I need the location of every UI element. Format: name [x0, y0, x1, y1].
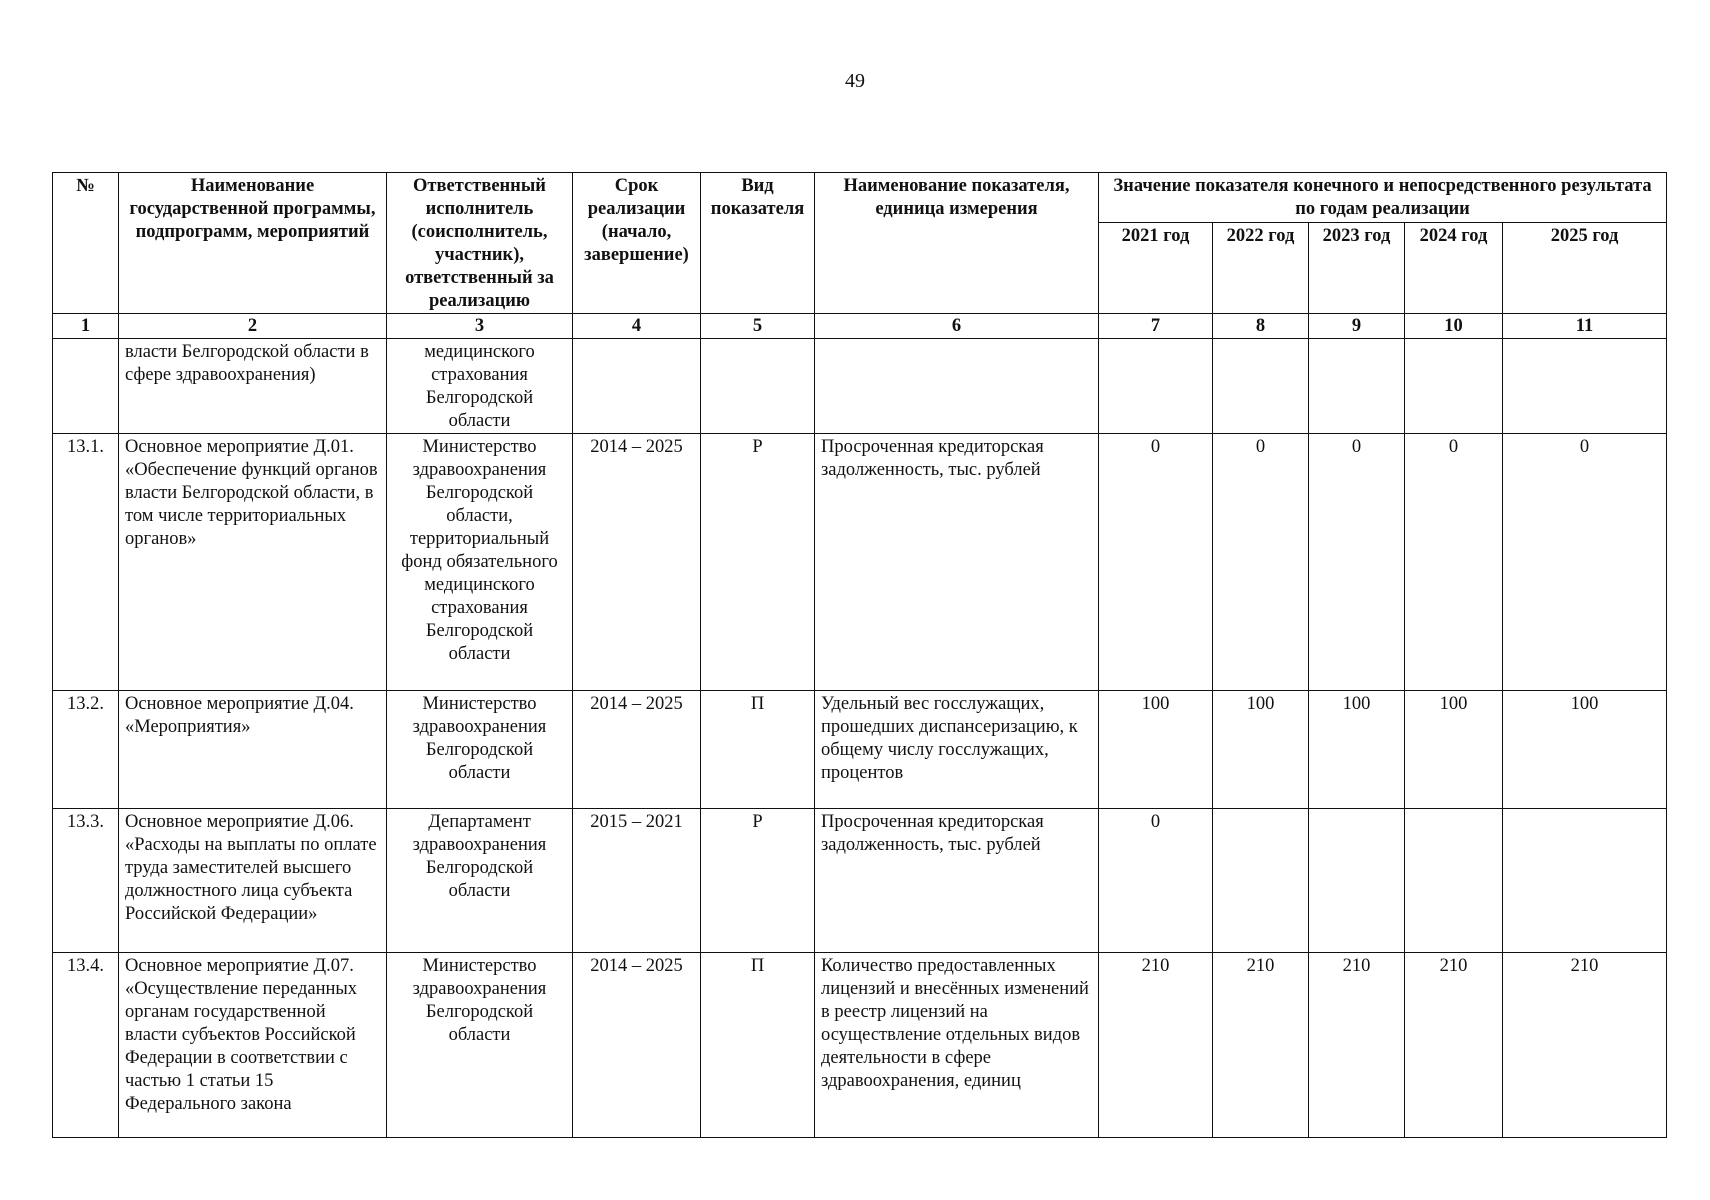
- cell-value-2022: 0: [1213, 434, 1309, 691]
- cell-value-2023: [1309, 809, 1405, 953]
- column-number: 11: [1503, 314, 1667, 339]
- cell-value-2024: [1405, 339, 1503, 434]
- cell-no: 13.1.: [53, 434, 119, 691]
- cell-name: власти Белгородской области в сфере здравоохранения): [119, 339, 387, 434]
- page-number: 49: [845, 70, 865, 92]
- cell-no: 13.2.: [53, 691, 119, 809]
- cell-value-2023: 0: [1309, 434, 1405, 691]
- cell-name: Основное мероприятие Д.06. «Расходы на выплаты по оплате труда заместителей высшего должностного лица субъекта Российской Федерации»: [119, 809, 387, 953]
- cell-name: Основное мероприятие Д.01. «Обеспечение функций органов власти Белгородской области, в том числе территориальных органов»: [119, 434, 387, 691]
- column-number: 4: [573, 314, 701, 339]
- header-year-2022: 2022 год: [1213, 223, 1309, 314]
- column-number: 3: [387, 314, 573, 339]
- cell-value-2022: [1213, 339, 1309, 434]
- column-number: 5: [701, 314, 815, 339]
- header-kind: Вид показателя: [701, 173, 815, 314]
- table-row: [53, 434, 1667, 691]
- cell-term: 2014 – 2025: [573, 434, 701, 691]
- cell-indicator: Удельный вес госслужащих, прошедших диспансеризацию, к общему числу госслужащих, процентов: [815, 691, 1099, 809]
- column-number: 1: [53, 314, 119, 339]
- cell-value-2024: [1405, 809, 1503, 953]
- cell-term: 2015 – 2021: [573, 809, 701, 953]
- cell-value-2024: 210: [1405, 953, 1503, 1138]
- cell-kind: П: [701, 953, 815, 1138]
- program-indicators-table: [52, 172, 1667, 1138]
- table-row: [53, 953, 1667, 1138]
- cell-value-2023: [1309, 339, 1405, 434]
- cell-value-2025: 100: [1503, 691, 1667, 809]
- column-number: 2: [119, 314, 387, 339]
- table-row: [53, 809, 1667, 953]
- column-number: 10: [1405, 314, 1503, 339]
- cell-kind: Р: [701, 434, 815, 691]
- cell-executor: Министерство здравоохранения Белгородской области, территориальный фонд обязательного медицинского страхования Белгородской области: [387, 434, 573, 691]
- cell-no: [53, 339, 119, 434]
- cell-value-2022: [1213, 809, 1309, 953]
- column-number: 9: [1309, 314, 1405, 339]
- cell-value-2023: 210: [1309, 953, 1405, 1138]
- cell-value-2021: 0: [1099, 434, 1213, 691]
- table-row: [53, 691, 1667, 809]
- column-number: 7: [1099, 314, 1213, 339]
- header-year-2024: 2024 год: [1405, 223, 1503, 314]
- cell-executor: медицинского страхования Белгородской области: [387, 339, 573, 434]
- cell-indicator: Количество предоставленных лицензий и внесённых изменений в реестр лицензий на осуществление отдельных видов деятельности в сфере здравоохранения, единиц: [815, 953, 1099, 1138]
- cell-value-2023: 100: [1309, 691, 1405, 809]
- header-no: №: [53, 173, 119, 314]
- cell-indicator: [815, 339, 1099, 434]
- cell-value-2022: 210: [1213, 953, 1309, 1138]
- cell-kind: П: [701, 691, 815, 809]
- cell-value-2021: 0: [1099, 809, 1213, 953]
- cell-value-2022: 100: [1213, 691, 1309, 809]
- column-numbers-row: [53, 314, 1667, 339]
- cell-no: 13.4.: [53, 953, 119, 1138]
- cell-no: 13.3.: [53, 809, 119, 953]
- header-year-2023: 2023 год: [1309, 223, 1405, 314]
- cell-value-2025: 0: [1503, 434, 1667, 691]
- header-indicator: Наименование показателя, единица измерения: [815, 173, 1099, 314]
- table-row: [53, 339, 1667, 434]
- cell-executor: Министерство здравоохранения Белгородской области: [387, 953, 573, 1138]
- column-number: 6: [815, 314, 1099, 339]
- cell-term: [573, 339, 701, 434]
- header-term: Срок реализации (начало, завершение): [573, 173, 701, 314]
- cell-value-2021: [1099, 339, 1213, 434]
- cell-value-2021: 100: [1099, 691, 1213, 809]
- cell-value-2025: [1503, 809, 1667, 953]
- cell-value-2024: 100: [1405, 691, 1503, 809]
- cell-term: 2014 – 2025: [573, 953, 701, 1138]
- header-year-2021: 2021 год: [1099, 223, 1213, 314]
- header-values-group: Значение показателя конечного и непосредственного результата по годам реализации: [1099, 173, 1667, 223]
- table-body: [53, 339, 1667, 1138]
- cell-value-2021: 210: [1099, 953, 1213, 1138]
- column-number: 8: [1213, 314, 1309, 339]
- cell-value-2024: 0: [1405, 434, 1503, 691]
- header-name: Наименование государственной программы, подпрограмм, мероприятий: [119, 173, 387, 314]
- cell-value-2025: 210: [1503, 953, 1667, 1138]
- cell-executor: Министерство здравоохранения Белгородской области: [387, 691, 573, 809]
- cell-indicator: Просроченная кредиторская задолженность, тыс. рублей: [815, 809, 1099, 953]
- header-year-2025: 2025 год: [1503, 223, 1667, 314]
- cell-kind: [701, 339, 815, 434]
- cell-executor: Департамент здравоохранения Белгородской области: [387, 809, 573, 953]
- cell-name: Основное мероприятие Д.04. «Мероприятия»: [119, 691, 387, 809]
- cell-term: 2014 – 2025: [573, 691, 701, 809]
- cell-kind: Р: [701, 809, 815, 953]
- cell-name: Основное мероприятие Д.07. «Осуществление переданных органам государственной власти субъектов Российской Федерации в соответствии с частью 1 статьи 15 Федерального закона: [119, 953, 387, 1138]
- cell-indicator: Просроченная кредиторская задолженность, тыс. рублей: [815, 434, 1099, 691]
- cell-value-2025: [1503, 339, 1667, 434]
- header-executor: Ответственный исполнитель (соисполнитель, участник), ответственный за реализацию: [387, 173, 573, 314]
- table-header: [53, 173, 1667, 339]
